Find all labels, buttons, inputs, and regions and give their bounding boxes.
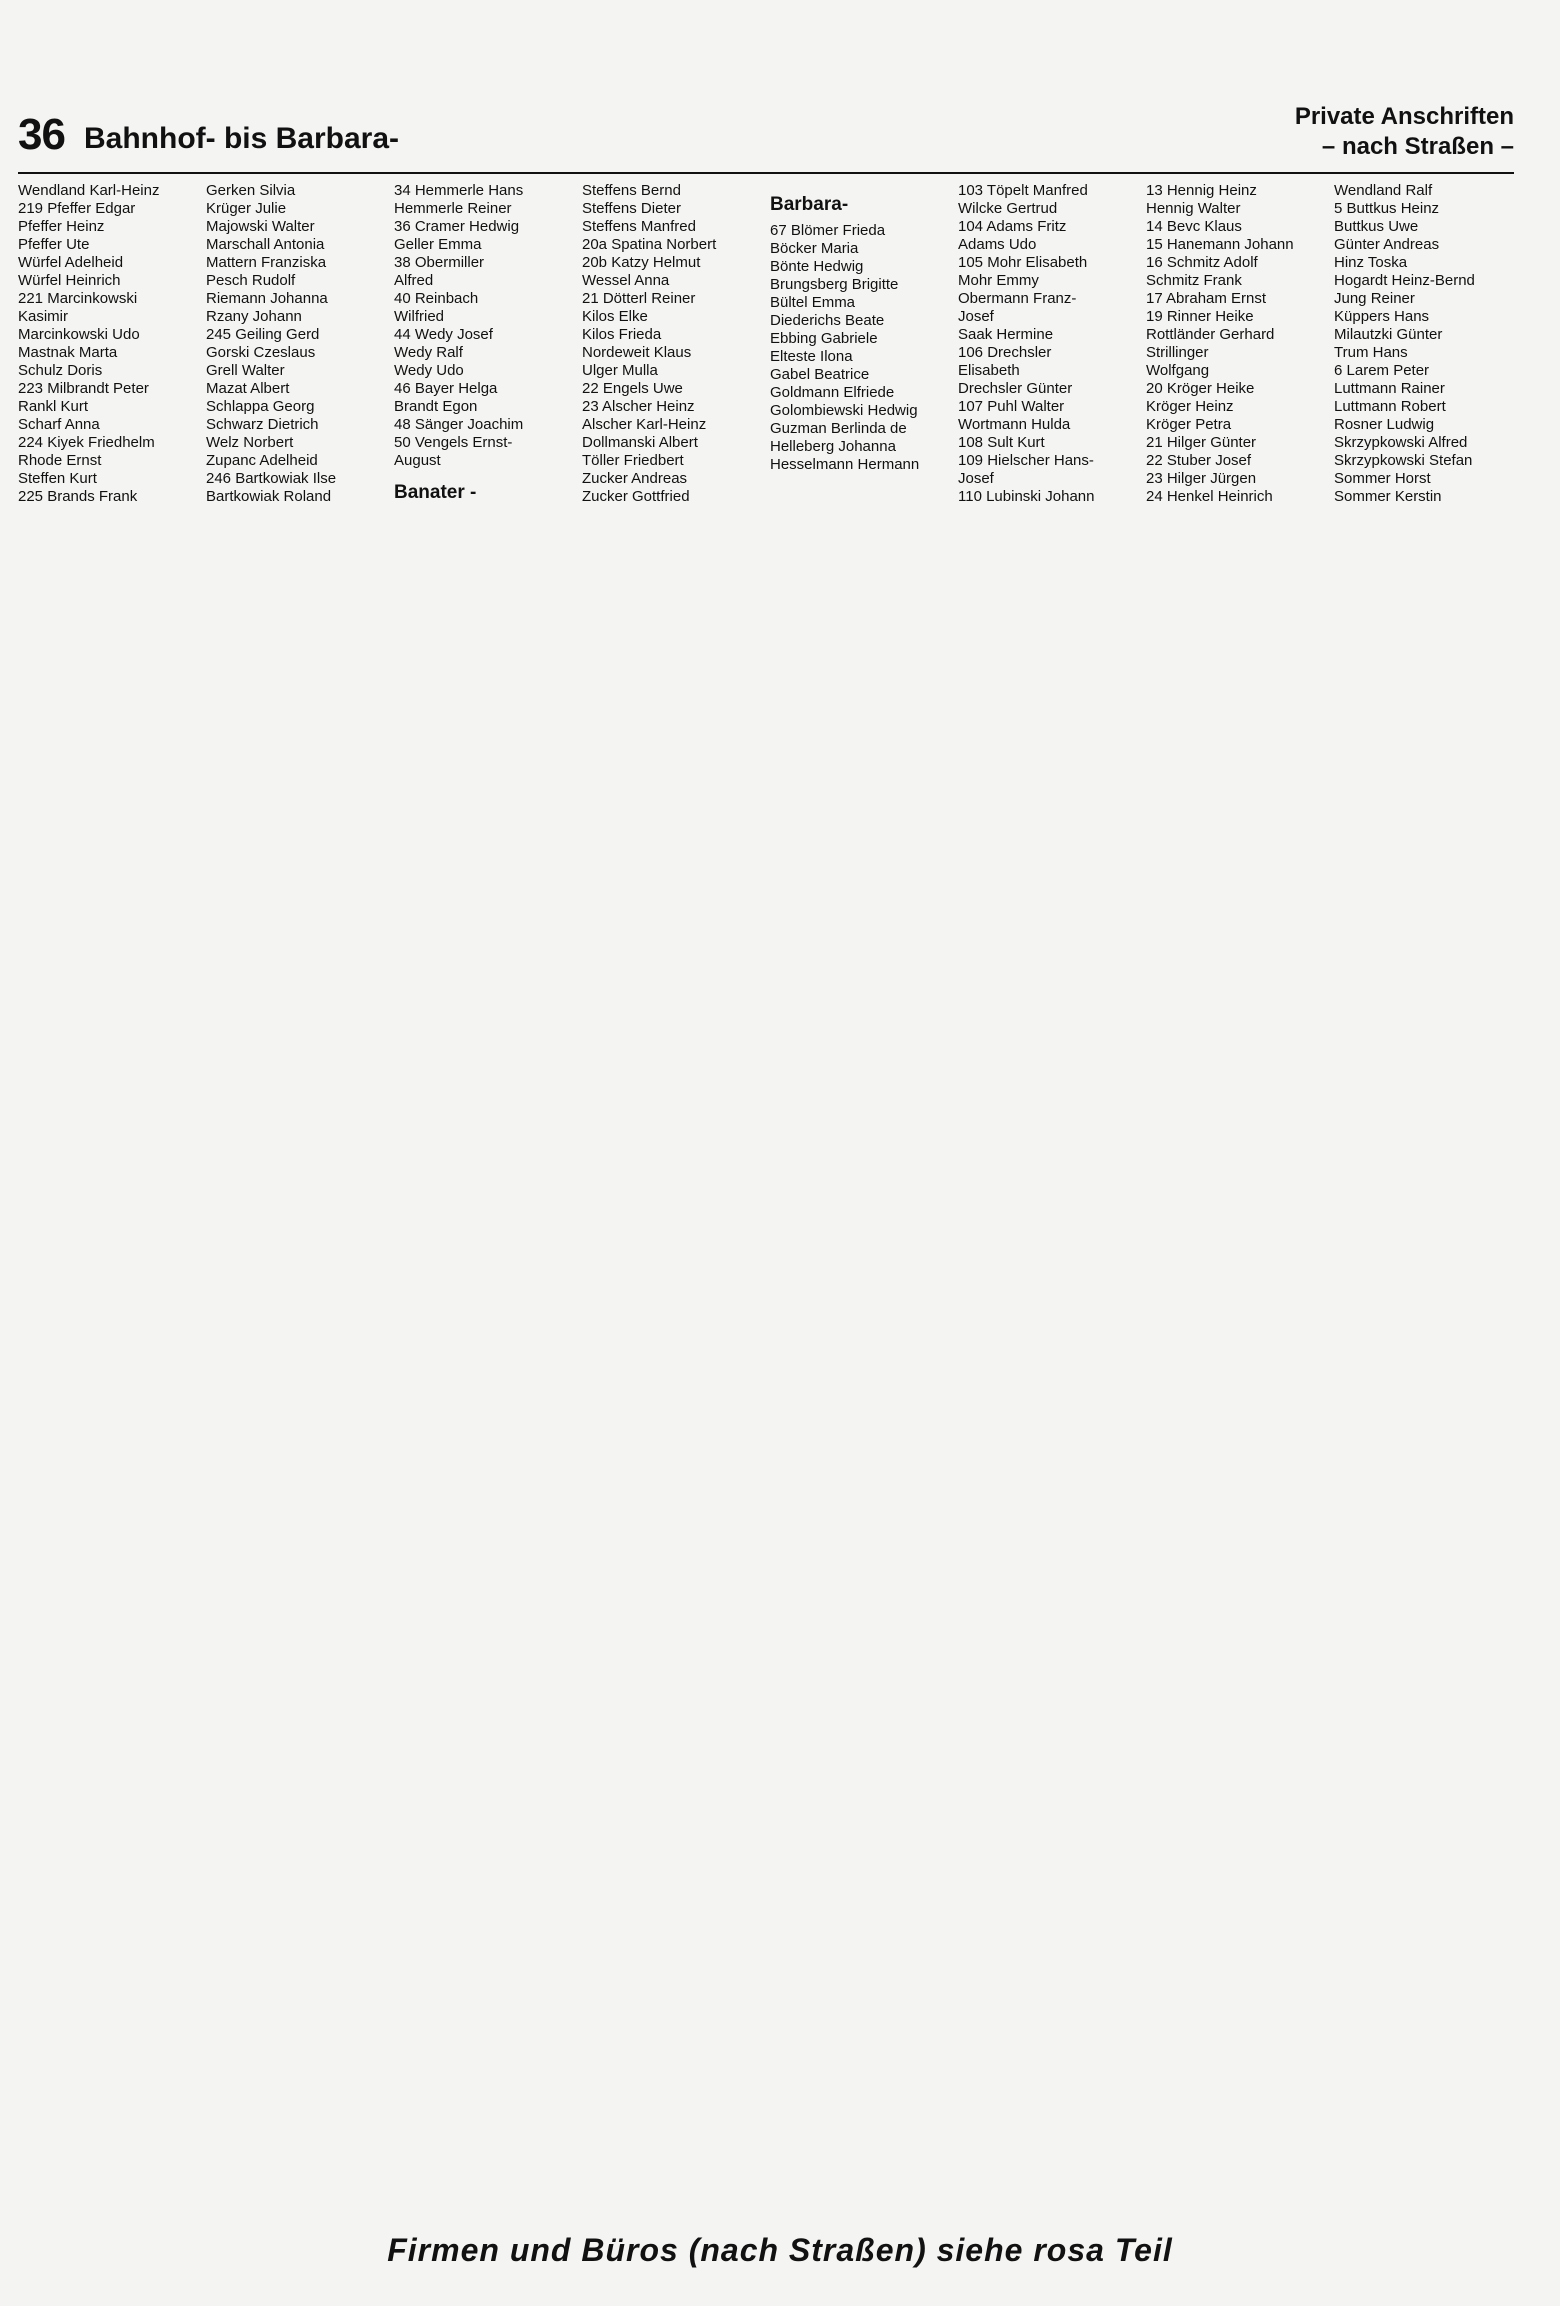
directory-entry: Nordeweit Klaus <box>582 344 692 361</box>
directory-entry: 19 Rinner Heike <box>1146 308 1254 325</box>
directory-entry: Kröger Petra <box>1146 416 1232 433</box>
directory-entry: Pfeffer Ute <box>18 236 90 253</box>
directory-entry: 245 Geiling Gerd <box>206 326 320 343</box>
directory-entry: Brandt Egon <box>394 398 478 415</box>
directory-entry: 110 Lubinski Johann <box>958 488 1095 505</box>
directory-entry: 40 Reinbach <box>394 290 479 307</box>
directory-entry: 46 Bayer Helga <box>394 380 498 397</box>
directory-entry: Guzman Berlinda de <box>770 420 907 437</box>
directory-entry: Diederichs Beate <box>770 312 885 329</box>
directory-entry: 109 Hielscher Hans- <box>958 452 1094 469</box>
directory-entry: 22 Engels Uwe <box>582 380 683 397</box>
directory-entry: 106 Drechsler <box>958 344 1052 361</box>
directory-entry: Marcinkowski Udo <box>18 326 140 343</box>
directory-entry: 20 Kröger Heike <box>1146 380 1255 397</box>
directory-entry: Pesch Rudolf <box>206 272 296 289</box>
directory-entry: Zucker Andreas <box>582 470 688 487</box>
directory-entry: Zupanc Adelheid <box>206 452 318 469</box>
directory-entry: Majowski Walter <box>206 218 315 235</box>
directory-entry: Elisabeth <box>958 362 1020 379</box>
directory-entry: 6 Larem Peter <box>1334 362 1430 379</box>
directory-entry: Goldmann Elfriede <box>770 384 895 401</box>
directory-entry: 5 Buttkus Heinz <box>1334 200 1440 217</box>
directory-entry: Zucker Gottfried <box>582 488 690 505</box>
directory-entry: Mazat Albert <box>206 380 290 397</box>
directory-entry: August <box>394 452 441 469</box>
street-heading: Barbara- <box>770 194 849 215</box>
directory-entry: Dollmanski Albert <box>582 434 698 451</box>
directory-entry: Sommer Kerstin <box>1334 488 1442 505</box>
directory-entry: Sommer Horst <box>1334 470 1431 487</box>
directory-entry: Luttmann Robert <box>1334 398 1446 415</box>
directory-entry: Brungsberg Brigitte <box>770 276 899 293</box>
directory-entry: 103 Töpelt Manfred <box>958 182 1088 199</box>
directory-columns <box>18 182 1514 2180</box>
directory-entry: Alfred <box>394 272 434 289</box>
directory-entry: 24 Henkel Heinrich <box>1146 488 1273 505</box>
directory-entry: 67 Blömer Frieda <box>770 222 886 239</box>
directory-entry: 44 Wedy Josef <box>394 326 493 343</box>
directory-column <box>958 182 1138 2180</box>
directory-column <box>1146 182 1326 2180</box>
directory-entry: 50 Vengels Ernst- <box>394 434 513 451</box>
directory-column <box>18 182 198 2180</box>
directory-entry: 20b Katzy Helmut <box>582 254 701 271</box>
directory-entry: Bültel Emma <box>770 294 856 311</box>
directory-entry: Hennig Walter <box>1146 200 1241 217</box>
directory-entry: Wortmann Hulda <box>958 416 1071 433</box>
directory-entry: Bönte Hedwig <box>770 258 864 275</box>
directory-entry: 104 Adams Fritz <box>958 218 1067 235</box>
directory-column <box>394 182 574 2180</box>
directory-entry: Würfel Heinrich <box>18 272 121 289</box>
directory-entry: Schulz Doris <box>18 362 103 379</box>
directory-entry: 48 Sänger Joachim <box>394 416 524 433</box>
section-title: Bahnhof- bis Barbara- <box>84 122 400 155</box>
header-right <box>1295 102 1514 162</box>
directory-entry: Adams Udo <box>958 236 1037 253</box>
directory-entry: 23 Alscher Heinz <box>582 398 695 415</box>
directory-entry: Skrzypkowski Stefan <box>1334 452 1473 469</box>
directory-entry: Schmitz Frank <box>1146 272 1242 289</box>
directory-column <box>1334 182 1514 2180</box>
directory-entry: Gabel Beatrice <box>770 366 870 383</box>
directory-entry: Luttmann Rainer <box>1334 380 1445 397</box>
directory-entry: Steffens Bernd <box>582 182 681 199</box>
directory-entry: Hemmerle Reiner <box>394 200 512 217</box>
directory-entry: Josef <box>958 470 994 487</box>
directory-entry: Ebbing Gabriele <box>770 330 878 347</box>
directory-entry: Ulger Mulla <box>582 362 658 379</box>
directory-entry: Günter Andreas <box>1334 236 1440 253</box>
directory-entry: Golombiewski Hedwig <box>770 402 918 419</box>
directory-entry: Elteste Ilona <box>770 348 853 365</box>
directory-entry: 225 Brands Frank <box>18 488 138 505</box>
directory-entry: Rankl Kurt <box>18 398 89 415</box>
directory-entry: 23 Hilger Jürgen <box>1146 470 1257 487</box>
directory-entry: 21 Hilger Günter <box>1146 434 1257 451</box>
directory-entry: 108 Sult Kurt <box>958 434 1045 451</box>
page-header <box>18 92 1514 174</box>
directory-entry: Kilos Frieda <box>582 326 662 343</box>
directory-entry: Strillinger <box>1146 344 1209 361</box>
directory-entry: 219 Pfeffer Edgar <box>18 200 136 217</box>
directory-entry: Krüger Julie <box>206 200 287 217</box>
street-heading: Banater - <box>394 482 477 503</box>
directory-entry: 13 Hennig Heinz <box>1146 182 1257 199</box>
directory-entry: Wilcke Gertrud <box>958 200 1058 217</box>
directory-entry: Hesselmann Hermann <box>770 456 920 473</box>
directory-entry: 107 Puhl Walter <box>958 398 1065 415</box>
directory-entry: Skrzypkowski Alfred <box>1334 434 1468 451</box>
directory-entry: 223 Milbrandt Peter <box>18 380 149 397</box>
directory-entry: 20a Spatina Norbert <box>582 236 717 253</box>
directory-entry: 38 Obermiller <box>394 254 485 271</box>
directory-entry: Wolfgang <box>1146 362 1210 379</box>
directory-entry: Böcker Maria <box>770 240 859 257</box>
directory-entry: Buttkus Uwe <box>1334 218 1419 235</box>
directory-entry: Hogardt Heinz-Bernd <box>1334 272 1475 289</box>
directory-entry: Wendland Karl-Heinz <box>18 182 160 199</box>
directory-entry: Steffens Manfred <box>582 218 696 235</box>
directory-entry: Rhode Ernst <box>18 452 102 469</box>
directory-entry: Bartkowiak Roland <box>206 488 332 505</box>
directory-entry: Mattern Franziska <box>206 254 327 271</box>
directory-entry: Würfel Adelheid <box>18 254 124 271</box>
directory-entry: Rosner Ludwig <box>1334 416 1435 433</box>
directory-entry: Schwarz Dietrich <box>206 416 319 433</box>
directory-column <box>206 182 386 2180</box>
directory-entry: Drechsler Günter <box>958 380 1073 397</box>
directory-entry: Saak Hermine <box>958 326 1054 343</box>
directory-entry: Mastnak Marta <box>18 344 118 361</box>
directory-entry: Kasimir <box>18 308 69 325</box>
directory-entry: Wedy Ralf <box>394 344 463 361</box>
header-right-line2: – nach Straßen – <box>1321 133 1514 160</box>
directory-entry: 17 Abraham Ernst <box>1146 290 1267 307</box>
directory-entry: Geller Emma <box>394 236 482 253</box>
directory-entry: 246 Bartkowiak Ilse <box>206 470 337 487</box>
directory-entry: Wessel Anna <box>582 272 670 289</box>
directory-entry: Kröger Heinz <box>1146 398 1234 415</box>
directory-entry: 34 Hemmerle Hans <box>394 182 524 199</box>
directory-entry: Steffens Dieter <box>582 200 681 217</box>
directory-entry: Marschall Antonia <box>206 236 325 253</box>
directory-entry: Töller Friedbert <box>582 452 684 469</box>
header-right-line1: Private Anschriften <box>1294 103 1514 130</box>
directory-entry: 16 Schmitz Adolf <box>1146 254 1258 271</box>
directory-entry: Rzany Johann <box>206 308 302 325</box>
directory-entry: 224 Kiyek Friedhelm <box>18 434 155 451</box>
directory-column <box>582 182 762 2180</box>
directory-entry: Gerken Silvia <box>206 182 296 199</box>
directory-entry: 14 Bevc Klaus <box>1146 218 1242 235</box>
directory-entry: Schlappa Georg <box>206 398 315 415</box>
directory-entry: Alscher Karl-Heinz <box>582 416 707 433</box>
directory-entry: Riemann Johanna <box>206 290 328 307</box>
page-number: 36 <box>18 110 65 159</box>
directory-entry: Milautzki Günter <box>1334 326 1443 343</box>
directory-entry: Mohr Emmy <box>958 272 1039 289</box>
directory-entry: Josef <box>958 308 994 325</box>
directory-entry: Scharf Anna <box>18 416 100 433</box>
directory-entry: Steffen Kurt <box>18 470 97 487</box>
directory-entry: Pfeffer Heinz <box>18 218 105 235</box>
directory-entry: Obermann Franz- <box>958 290 1077 307</box>
directory-entry: Trum Hans <box>1334 344 1408 361</box>
directory-entry: Kilos Elke <box>582 308 648 325</box>
directory-entry: Welz Norbert <box>206 434 294 451</box>
directory-entry: Grell Walter <box>206 362 285 379</box>
directory-entry: Wedy Udo <box>394 362 464 379</box>
directory-entry: Gorski Czeslaus <box>206 344 316 361</box>
directory-entry: 22 Stuber Josef <box>1146 452 1252 469</box>
directory-column <box>770 182 950 2180</box>
directory-entry: Wendland Ralf <box>1334 182 1433 199</box>
directory-entry: 221 Marcinkowski <box>18 290 138 307</box>
directory-entry: 36 Cramer Hedwig <box>394 218 520 235</box>
directory-entry: 105 Mohr Elisabeth <box>958 254 1088 271</box>
directory-entry: Rottländer Gerhard <box>1146 326 1275 343</box>
footer-note: Firmen und Büros (nach Straßen) siehe rosa Teil <box>387 2232 1173 2268</box>
directory-entry: Helleberg Johanna <box>770 438 896 455</box>
directory-entry: Küppers Hans <box>1334 308 1430 325</box>
directory-entry: Wilfried <box>394 308 445 325</box>
directory-entry: 15 Hanemann Johann <box>1146 236 1294 253</box>
directory-entry: Jung Reiner <box>1334 290 1415 307</box>
directory-entry: 21 Dötterl Reiner <box>582 290 696 307</box>
directory-entry: Hinz Toska <box>1334 254 1408 271</box>
